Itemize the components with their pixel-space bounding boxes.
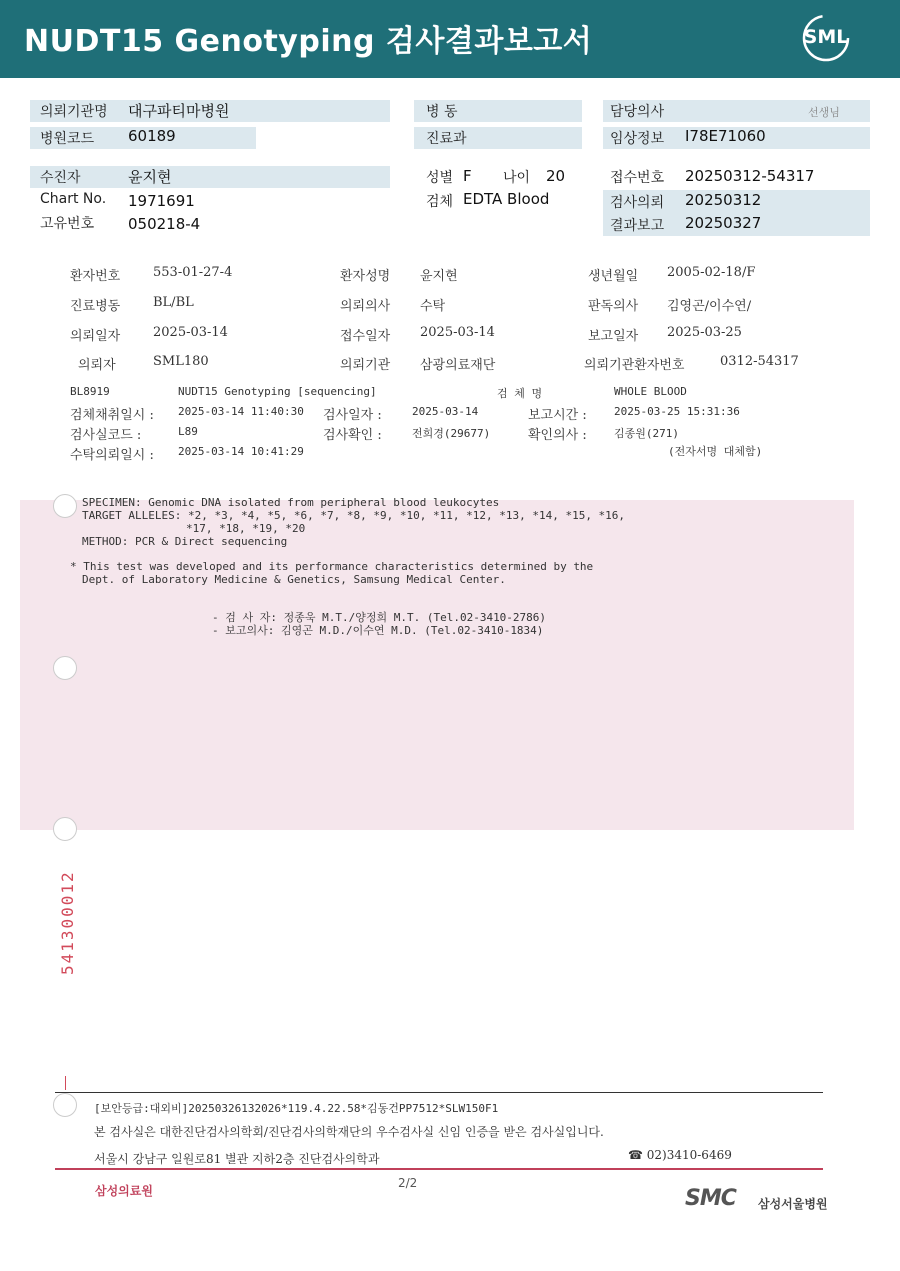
- req-doc-value: 수탁: [420, 299, 446, 314]
- confirm-doc-value: 김종원(271): [614, 427, 679, 440]
- result-area: [20, 500, 854, 830]
- esign-note: (전자서명 대체함): [668, 445, 763, 458]
- unique-label: 고유번호: [40, 216, 95, 232]
- security-line: [보안등급:대외비]20250326132026*119.4.22.58*김동건PP7512*SLW150F1: [94, 1102, 499, 1115]
- test-code: BL8919: [70, 385, 110, 398]
- barcode-number: 541300012: [58, 870, 77, 975]
- dob-label: 생년월일: [588, 269, 639, 284]
- inst-pid-value: 0312-54317: [720, 354, 799, 369]
- rpt-date-value: 2025-03-25: [667, 325, 742, 340]
- institution-value: 대구파티마병원: [128, 102, 230, 120]
- punch-hole: [53, 1093, 77, 1117]
- dob-value: 2005-02-18/F: [667, 265, 756, 280]
- chart-value: 1971691: [128, 192, 195, 210]
- rcv-date-value: 2025-03-14: [420, 325, 495, 340]
- confirm-value: 전희경(29677): [412, 427, 491, 440]
- result-method: METHOD: PCR & Direct sequencing: [82, 535, 288, 548]
- age-label: 나이: [503, 170, 531, 186]
- hospital-code-label: 병원코드: [40, 131, 95, 147]
- footer-pink-rule: [55, 1168, 823, 1170]
- doctor-suffix: 선생님: [808, 106, 840, 119]
- read-doc-label: 판독의사: [588, 299, 639, 314]
- punch-hole: [53, 656, 77, 680]
- result-alleles: TARGET ALLELES: *2, *3, *4, *5, *6, *7, *8, *9, *10, *11, *12, *13, *14, *15, *16,: [82, 509, 626, 522]
- footer-rule: [55, 1092, 823, 1093]
- test-specimen-value: WHOLE BLOOD: [614, 385, 687, 398]
- cert-line: 본 검사실은 대한진단검사의학회/진단검사의학재단의 우수검사실 신임 인증을 받은 검사실입니다.: [94, 1125, 604, 1139]
- pid-value: 553-01-27-4: [153, 265, 233, 280]
- consign-label: 수탁의뢰일시 :: [70, 448, 154, 463]
- report-title: NUDT15 Genotyping 검사결과보고서: [24, 24, 593, 59]
- report-time-label: 보고시간 :: [528, 408, 587, 423]
- pward-value: BL/BL: [153, 295, 194, 310]
- sex-label: 성별: [426, 170, 454, 186]
- clinical-value: I78E71060: [685, 127, 766, 145]
- consign-value: 2025-03-14 10:41:29: [178, 445, 304, 458]
- age-value: 20: [546, 167, 566, 185]
- collect-label: 검체채취일시 :: [70, 408, 154, 423]
- lab-code-label: 검사실코드 :: [70, 428, 142, 443]
- receipt-label: 접수번호: [610, 170, 665, 186]
- page-number: 2/2: [398, 1176, 418, 1190]
- patient-value: 윤지현: [128, 168, 172, 186]
- hospital-code-value: 60189: [128, 127, 176, 145]
- specimen-label: 검체: [426, 194, 454, 210]
- punch-hole: [53, 817, 77, 841]
- inst-value: 삼광의료재단: [420, 358, 496, 373]
- test-date-value: 2025-03-14: [412, 405, 479, 418]
- patient-row: [30, 166, 390, 188]
- result-alleles-cont: *17, *18, *19, *20: [186, 522, 306, 535]
- address-line: 서울시 강남구 일원로81 별관 지하2층 진단검사의학과: [94, 1152, 380, 1166]
- foundation-label: 삼성의료원: [95, 1184, 153, 1198]
- logo-text: SML: [803, 26, 849, 48]
- punch-hole: [53, 494, 77, 518]
- unique-value: 050218-4: [128, 215, 201, 233]
- test-name: NUDT15 Genotyping [sequencing]: [178, 385, 377, 398]
- request-value: 20250312: [685, 191, 762, 209]
- req-doc-label: 의뢰의사: [340, 299, 391, 314]
- sex-value: F: [463, 167, 472, 185]
- result-tester: - 검 사 자: 정종욱 M.T./양정희 M.T. (Tel.02-3410-2786): [212, 611, 547, 624]
- report-time-value: 2025-03-25 15:31:36: [614, 405, 740, 418]
- pid-label: 환자번호: [70, 269, 121, 284]
- collect-value: 2025-03-14 11:40:30: [178, 405, 304, 418]
- specimen-value: EDTA Blood: [463, 190, 550, 208]
- requester-label: 의뢰자: [78, 358, 116, 373]
- result-reporter: - 보고의사: 김영곤 M.D./이수연 M.D. (Tel.02-3410-1834): [212, 624, 544, 637]
- name-value: 윤지현: [420, 269, 458, 284]
- confirm-doc-label: 확인의사 :: [528, 428, 587, 443]
- requester-value: SML180: [153, 354, 209, 369]
- smc-logo: SMC: [685, 1186, 736, 1211]
- phone-line: ☎ 02)3410-6469: [628, 1148, 732, 1162]
- barcode-tick: [65, 1076, 66, 1090]
- patient-label: 수진자: [40, 170, 81, 186]
- name-label: 환자성명: [340, 269, 391, 284]
- pward-label: 진료병동: [70, 299, 121, 314]
- hospital-name: 삼성서울병원: [758, 1197, 828, 1211]
- ward-label: 병 동: [426, 104, 458, 120]
- confirm-label: 검사확인 :: [323, 428, 382, 443]
- chart-label: Chart No.: [40, 191, 107, 207]
- inst-label: 의뢰기관: [340, 358, 391, 373]
- read-doc-value: 김영곤/이수연/: [667, 299, 752, 314]
- request-label: 검사의뢰: [610, 195, 665, 211]
- lab-code-value: L89: [178, 425, 198, 438]
- clinical-label: 임상정보: [610, 131, 665, 147]
- report-label: 결과보고: [610, 218, 665, 234]
- dept-label: 진료과: [426, 131, 467, 147]
- rpt-date-label: 보고일자: [588, 329, 639, 344]
- result-note-cont: Dept. of Laboratory Medicine & Genetics, Samsung Medical Center.: [82, 573, 506, 586]
- result-note: * This test was developed and its performance characteristics determined by the: [70, 560, 594, 573]
- req-date-label: 의뢰일자: [70, 329, 121, 344]
- result-specimen: SPECIMEN: Genomic DNA isolated from peripheral blood leukocytes: [82, 496, 500, 509]
- rcv-date-label: 접수일자: [340, 329, 391, 344]
- test-specimen-label: 검 체 명: [497, 387, 543, 400]
- inst-pid-label: 의뢰기관환자번호: [584, 358, 685, 373]
- sml-logo: [800, 12, 852, 64]
- doctor-label: 담당의사: [610, 104, 665, 120]
- report-value: 20250327: [685, 214, 762, 232]
- receipt-value: 20250312-54317: [685, 167, 815, 185]
- institution-label: 의뢰기관명: [40, 104, 108, 120]
- req-date-value: 2025-03-14: [153, 325, 228, 340]
- test-date-label: 검사일자 :: [323, 408, 382, 423]
- report-header: [0, 0, 900, 78]
